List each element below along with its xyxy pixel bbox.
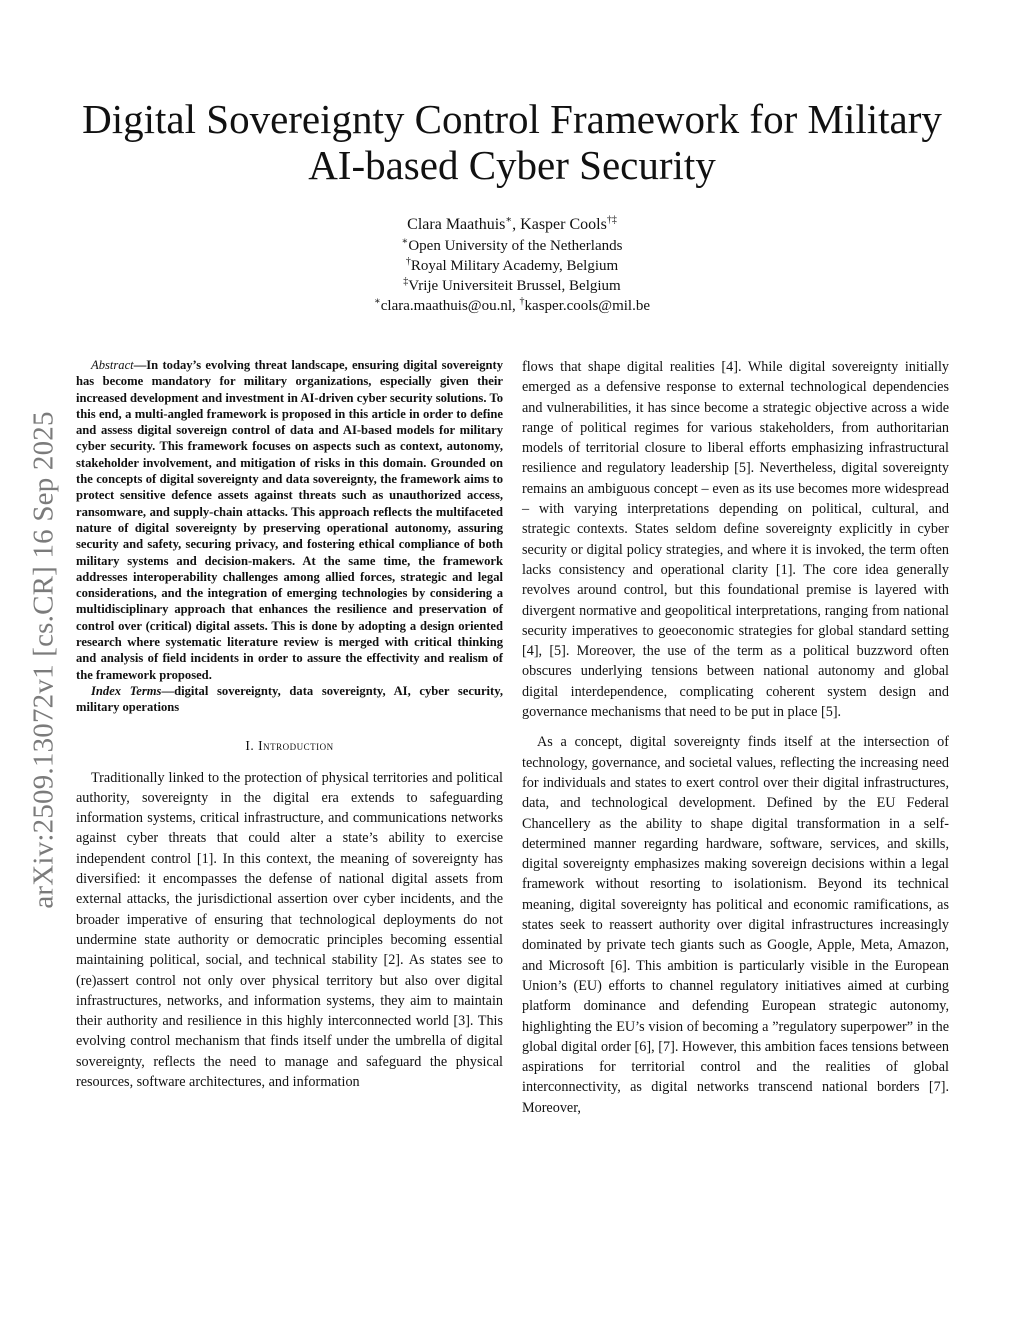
author-name-2: Kasper Cools [520,216,607,233]
author-mark-1: ∗ [505,214,513,226]
intro-paragraph-2: As a concept, digital sovereignty finds itself at the intersection of technology, governance, and societal values, reflecting the increasing need for individuals and states to exert control over their digital infrastructures, data, and technological development. Defined by the EU Federal Chancellery as the ability to shape digital transformation in a self-determined manner regarding hardware, software, services, and skills, digital sovereignty emphasizes making sovereign decisions within a legal framework without resorting to isolationism. Beyond its technical meaning, digital sovereignty has political and economic ramifications, as states seek to reassert authority over digital infrastructures increasingly dominated by private tech giants such as Google, Apple, Meta, Amazon, and Microsoft [6]. This ambition is particularly visible in the European Union’s (EU) efforts to channel regulatory initiatives aimed at curbing platform dominance and defending European strategic autonomy, highlighting the EU’s vision of becoming a ”regulatory superpower” in the global digital order [6], [7]. However, this ambition faces tensions between aspirations for territorial control and the realities of global interconnectivity, as digital networks transcend national borders [7]. Moreover, [522,734,949,1116]
abstract-text: In today’s evolving threat landscape, ensuring digital sovereignty has become mandatory for military organizations, especially given their increased development and investment in AI-driven cyber security solutions. To this end, a multi-angled framework is proposed in this article in order to define and assess digital sovereign control of data and AI-based models for military cyber security. This framework focuses on aspects such as context, autonomy, stakeholder involvement, and mitigation of risks in this domain. Grounded on the concepts of digital sovereignty and data sovereignty, the framework aims to protect sensitive defence assets against threats such as unauthorized access, ransomware, and supply-chain attacks. This approach reflects the multifaceted nature of digital sovereignty by preserving operational autonomy, assuring security and safety, securing privacy, and fostering ethical compliance of both military systems and decision-makers. At the same time, the framework addresses interoperability challenges among allied forces, strategic and legal considerations, and the integration of emerging technologies by considering a multidisciplinary approach that enhances the resilience and preservation of control over (critical) digital assets. This is done by adopting a design oriented research where systematic literature review is merged with critical thinking and analysis of field incidents in order to assure the effectivity and realism of the framework proposed. [76,358,503,682]
affiliation-mark-2: † [405,256,411,267]
affiliation-mark-1: ∗ [401,236,409,247]
section-title: Introduction [258,737,334,753]
affiliation-2 [60,256,964,276]
author-mark-2: †‡ [606,214,617,226]
paper-title [60,96,964,188]
index-terms-dash: — [161,683,175,698]
index-terms-label: Index Terms [91,683,162,698]
abstract [76,357,503,683]
email-2: kasper.cools@mil.be [524,298,651,314]
affiliation-mark-3: ‡ [403,276,409,287]
author-block [60,214,964,316]
email-mark-2: † [519,296,525,307]
right-column [522,357,949,1118]
index-terms-text: digital sovereignty, data sovereignty, AI, cyber security, military operations [76,683,503,715]
author-emails [60,296,964,316]
author-name-1: Clara Maathuis [407,216,506,233]
index-terms [76,683,503,716]
affiliation-3 [60,276,964,296]
email-mark-1: ∗ [373,296,381,307]
affiliation-text-2: Royal Military Academy, Belgium [410,258,619,274]
intro-paragraph-1: Traditionally linked to the protection of physical territories and political authority, sovereignty in the digital era extends to safeguarding information systems, critical infrastructure, and communications networks against cyber threats that could alter a state’s ability to exercise independent control [1]. In this context, the meaning of sovereignty has diversified: it encompasses the defense of national digital assets from external attacks, the jurisdictional assertion over cyber incidents, and the broader imperative of ensuring that technological deployments do not undermine state authority or democratic principles becoming essential maintaining political, social, and technical stability [2]. As states see to (re)assert control not only over physical territory but also over digital infrastructures, networks, and information systems, they aim to maintain their authority and resilience in this highly interconnected world [3]. This evolving control mechanism that finds itself under the umbrella of digital sovereignty, reflects the need to manage and safeguard the physical resources, software architectures, and information [76,769,503,1090]
affiliation-text-1: Open University of the Netherlands [408,238,623,254]
paper-title-line-2: AI-based Cyber Security [308,142,716,188]
abstract-dash: — [133,358,147,372]
affiliation-text-3: Vrije Universiteit Brussel, Belgium [408,278,621,294]
affiliation-1 [60,236,964,256]
section-number: I. [245,737,259,753]
arxiv-identifier-text: arXiv:2509.13072v1 [cs.CR] 16 Sep 2025 [27,411,60,909]
left-column [76,357,503,1092]
abstract-label: Abstract [91,358,134,372]
author-separator: , [512,216,521,233]
intro-paragraph-1-continued: flows that shape digital realities [4]. While digital sovereignty initially emerged as a defensive response to external technological dependencies and vulnerabilities, it has since become a strategic objective across a wide range of political regimes for various stakeholders, from authoritarian models of territorial closure to liberal efforts emphasizing infrastructural resilience and regulatory leadership [5]. Nevertheless, digital sovereignty remains an ambiguous concept – even as its use becomes more widespread – with varying interpretations depending on political, cultural, and strategic contexts. States seldom define sovereignty explicitly in cyber security or digital policy strategies, and where it is invoked, the term often lacks consistency and operational clarity [1]. The core idea generally revolves around control, but this foundational premise is layered with divergent normative and geopolitical interpretations, ranging from national security imperatives to geoeconomic strategies for global standard setting [4], [5]. Moreover, the use of the term as a political buzzword often obscures underlying tensions between national autonomy and global digital interdependence, complicating coherent system design and governance mechanisms that need to be put in place [5]. [522,359,949,721]
author-names [60,214,964,236]
email-1: clara.maathuis@ou.nl, [380,298,520,314]
section-heading-introduction [76,738,503,754]
paper-title-line-1: Digital Sovereignty Control Framework for Military [82,96,942,142]
